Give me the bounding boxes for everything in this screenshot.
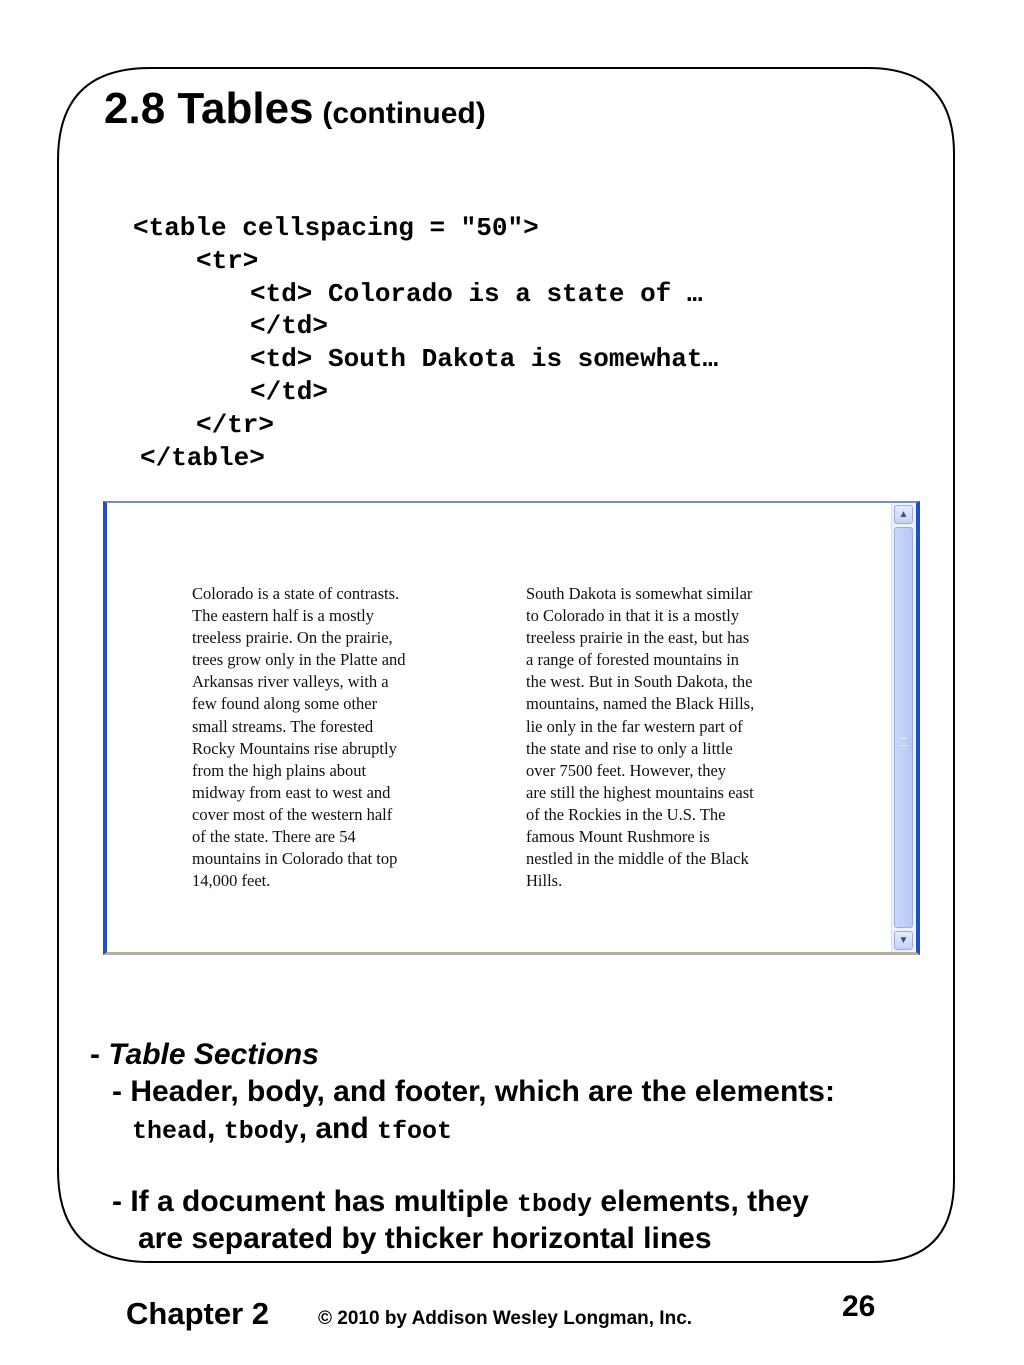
scroll-down-icon[interactable]: ▼ — [894, 931, 913, 950]
code-line: <td> Colorado is a state of … — [250, 279, 703, 309]
cell-line: the state and rise to only a little — [526, 738, 733, 758]
cell-line: famous Mount Rushmore is — [526, 827, 710, 847]
bullet-text: - If a document has multiple — [112, 1185, 518, 1218]
footer-chapter: Chapter 2 — [126, 1296, 269, 1331]
cell-line: 14,000 feet. — [192, 871, 271, 891]
table-cell-colorado — [192, 583, 482, 892]
vertical-scrollbar[interactable] — [891, 503, 916, 952]
cell-line: The eastern half is a mostly — [192, 606, 374, 626]
code-tbody: tbody — [223, 1117, 299, 1146]
code-line: <tr> — [196, 246, 259, 276]
cell-line: nestled in the middle of the Black — [526, 849, 749, 869]
page-number: 26 — [842, 1290, 876, 1323]
cell-line: treeless prairie in the east, but has — [526, 628, 750, 648]
cell-line: of the state. There are 54 — [192, 827, 356, 847]
cell-line: South Dakota is somewhat similar — [526, 584, 753, 603]
browser-screenshot — [103, 501, 920, 955]
cell-line: the west. But in South Dakota, the — [526, 672, 753, 692]
cell-line: small streams. The forested — [192, 716, 374, 736]
cell-line: midway from east to west and — [192, 782, 391, 802]
separator: , and — [298, 1112, 378, 1145]
title-sub: (continued) — [322, 97, 486, 130]
cell-line: over 7500 feet. However, they — [526, 760, 727, 780]
cell-line: Colorado is a state of contrasts. — [192, 584, 400, 603]
cell-line: Arkansas river valleys, with a — [192, 672, 389, 692]
code-thead: thead — [132, 1117, 208, 1146]
bullet-text: elements, they — [592, 1185, 809, 1218]
cell-line: trees grow only in the Platte and — [192, 650, 406, 670]
bullet-table-sections — [90, 1038, 319, 1072]
code-tfoot: tfoot — [377, 1117, 453, 1146]
code-line: </td> — [250, 311, 329, 341]
code-line: </td> — [250, 377, 329, 407]
scroll-thumb[interactable] — [894, 527, 913, 928]
footer-copyright: © 2010 by Addison Wesley Longman, Inc. — [318, 1308, 693, 1329]
grip-icon — [900, 738, 907, 746]
cell-line: from the high plains about — [192, 760, 367, 780]
code-line: </table> — [140, 443, 265, 473]
cell-line: Hills. — [526, 871, 563, 891]
cell-line: a range of forested mountains in — [526, 650, 740, 670]
code-line: </tr> — [196, 410, 275, 440]
code-tbody: tbody — [517, 1190, 593, 1219]
bullet-thicker-lines: are separated by thicker horizontal lines — [138, 1222, 712, 1255]
title-main: 2.8 Tables — [104, 84, 314, 133]
code-line: <td> South Dakota is somewhat… — [250, 344, 719, 374]
slide-title — [104, 84, 486, 134]
bullet-sections-desc: - Header, body, and footer, which are the elements: — [112, 1075, 835, 1108]
cell-line: to Colorado in that it is a mostly — [526, 606, 740, 626]
code-line: <table cellspacing = "50"> — [133, 213, 539, 243]
bullet-dash: - — [90, 1038, 109, 1071]
scroll-up-icon[interactable]: ▲ — [894, 505, 913, 524]
cell-line: of the Rockies in the U.S. The — [526, 804, 726, 824]
cell-line: few found along some other — [192, 694, 378, 714]
cell-line: cover most of the western half — [192, 804, 393, 824]
cell-line: mountains, named the Black Hills, — [526, 694, 755, 714]
cell-line: treeless prairie. On the prairie, — [192, 628, 393, 648]
bullet-element-names — [132, 1112, 452, 1146]
cell-line: lie only in the far western part of — [526, 716, 743, 736]
separator: , — [207, 1112, 224, 1145]
cell-line: mountains in Colorado that top — [192, 849, 398, 869]
bullet-heading: Table Sections — [108, 1038, 319, 1071]
cell-line: are still the highest mountains east — [526, 782, 754, 802]
cell-line: Rocky Mountains rise abruptly — [192, 738, 397, 758]
bullet-multiple-tbody — [112, 1185, 809, 1219]
table-cell-south-dakota — [526, 583, 816, 892]
